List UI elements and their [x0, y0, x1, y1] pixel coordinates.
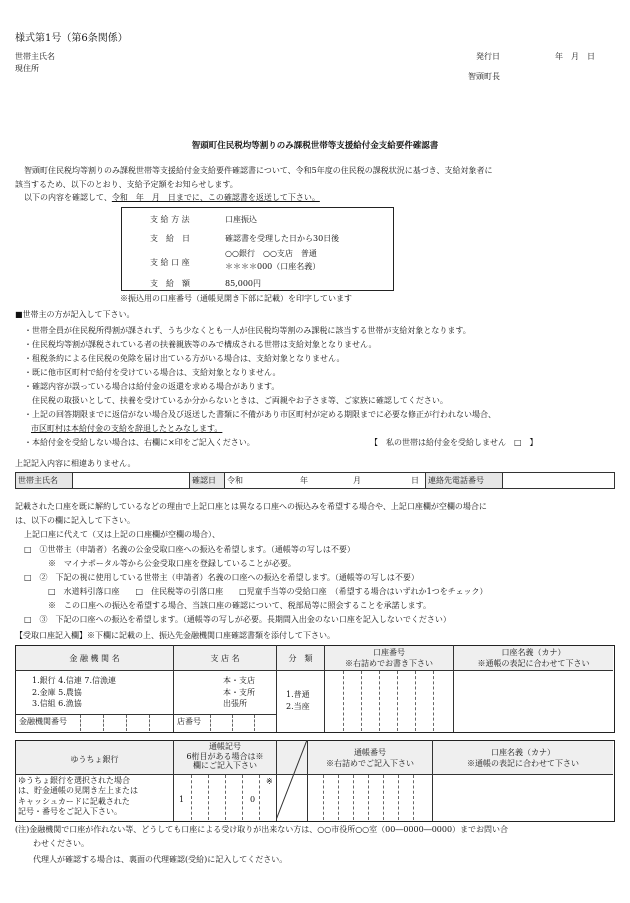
bank-code-label: 金融機関番号: [19, 717, 67, 726]
transfer-intro2: は、以下の欄に記入して下さい。: [15, 516, 135, 525]
year-label: 年: [300, 475, 308, 485]
sixth-digit-mark: ※: [266, 777, 273, 786]
note-item: ・世帯全員が住民税所得割が課されず、うち少なくとも一人が住民税均等割のみ課税に該当する世帯が支給対象となります。: [24, 326, 471, 335]
head-name-label: 世帯主氏名: [16, 473, 73, 489]
summary-account-masked: ＊＊＊＊000（口座名義）: [225, 262, 321, 271]
summary-date-value: 確認書を受理した日から30日後: [225, 234, 340, 243]
intro-line3: [24, 193, 320, 203]
notes-heading: ■世帯主の方が記入して下さい。: [15, 310, 135, 319]
phone-label: 連絡先電話番号: [426, 473, 503, 489]
account-type-options[interactable]: 1.普通 2.当座: [286, 690, 310, 711]
transfer-option2-choices[interactable]: □ 水道料引落口座 □ 住民税等の引落口座 □児童手当等の受給口座 （希望する場合はいずれか1つをチェック）: [48, 587, 488, 596]
transfer-option3[interactable]: □ ③ 下記の口座への振込を希望します。（通帳等の写しが必要。長期間入出金のない口座を記入しないでください）: [24, 615, 451, 624]
yucho-holder-field[interactable]: [433, 775, 613, 820]
col-account-holder-sub: ※通帳の表記に合わせて下さい: [477, 659, 590, 668]
diagonal-slash: [276, 740, 307, 820]
note-item: ・上記の回答期限までに返信がない場合及び返送した書類に不備があり市区町村が定める期限までに必要な修正が行われない場合、: [24, 410, 496, 419]
bank-code-field[interactable]: [80, 715, 172, 731]
intro-deadline: 令和 年 月 日までに、この確認書を返送して下さい。: [111, 193, 320, 202]
transfer-intro3: 上記口座に代えて（又は上記の口座欄が空欄の場合）、: [24, 530, 220, 539]
col-yucho: ゆうちょ銀行: [70, 755, 119, 764]
summary-method-label: 支 給 方 法: [150, 215, 190, 224]
phone-field[interactable]: [503, 473, 615, 489]
note-item: ・既に他市区町村で給付を受けている場合は、支給対象となりません。: [24, 368, 281, 377]
intro-line3-prefix: 以下の内容を確認して、: [24, 193, 112, 202]
col-passbook-number: 通帳番号: [354, 748, 386, 757]
note-item: 住民税の取扱いとして、扶養を受けているか分からないときは、ご両親やお子さま等、ご家族に確認してください。: [24, 396, 448, 405]
issue-date-label: 発行日: [476, 52, 500, 61]
intro-line2: 該当するため、以下のとおり、支給予定額をお知らせします。: [15, 180, 238, 189]
summary-note: ※振込用の口座番号（通帳見開き下部に記載）を印字しています: [120, 294, 352, 303]
col-account-number-sub: ※右詰めでお書き下さい: [345, 659, 433, 668]
col-branch-name: 支 店 名: [210, 654, 240, 663]
transfer-option1[interactable]: □ ①世帯主（申請者）名義の公金受取口座への振込を希望します。（通帳等の写しは不要）: [24, 545, 355, 554]
yucho-description: ゆうちょ銀行を選択された場合 は、貯金通帳の見開き左上または キャッシュカードに記載された 記号・番号をご記入下さい。: [18, 776, 138, 817]
summary-amount-label: 支 給 額: [150, 279, 190, 288]
day-label: 日: [411, 475, 419, 485]
confirm-date-field[interactable]: [225, 473, 426, 489]
head-name-field[interactable]: [73, 473, 190, 489]
month-label: 月: [353, 475, 361, 485]
summary-amount-value: 85,000円: [225, 279, 261, 288]
branch-code-label: 店番号: [177, 717, 201, 726]
bank-type-options[interactable]: 1.銀行 4.信連 7.信漁連 2.金庫 5.農協 3.信組 6.漁協: [32, 676, 116, 709]
col-passbook-code: 通帳記号 6桁目がある場合は※ 欄にご記入下さい: [186, 742, 264, 771]
footer-note3: 代理人が確認する場合は、裏面の代理確認(受給)に記入してください。: [33, 855, 288, 864]
note-item: ・租税条約による住民税の免除を届け出ている方がいる場合は、支給対象となりません。: [24, 354, 345, 363]
transfer-option2-note: ※ この口座への振込を希望する場合、当該口座の確認について、税部局等に照会することを承諾します。: [48, 601, 432, 610]
passbook-number-field[interactable]: [308, 775, 432, 820]
passbook-code-field[interactable]: [174, 775, 276, 820]
summary-account-value: ○○銀行 ○○支店 普通: [225, 249, 317, 258]
branch-type-options[interactable]: 本・支店 本・支所 出張所: [223, 676, 255, 709]
col-account-holder: 口座名義（カナ）: [501, 648, 566, 657]
footer-note1: (注)金融機関で口座が作れない等、どうしても口座による受け取りが出来ない方は、○○市役所○○室（00―0000―0000）までお問い合: [15, 825, 509, 834]
note-item: 市区町村は本給付金の支給を辞退したとみなします。: [31, 424, 223, 433]
note-item: ・確認内容が誤っている場合は給付金の返還を求める場合があります。: [24, 382, 280, 391]
issue-date-blank: 年 月 日: [555, 52, 595, 61]
summary-account-label: 支 給 口 座: [150, 258, 190, 267]
col-bank-name: 金 融 機 関 名: [69, 654, 120, 663]
form-number: 様式第1号（第6条関係）: [15, 33, 128, 44]
col-passbook-number-sub: ※右詰めでご記入下さい: [326, 759, 414, 768]
transfer-option1-note: ※ マイナポータル等から公金受取口座を登録していることが必要。: [48, 559, 296, 568]
col-yucho-holder-sub: ※通帳の表記に合わせて下さい: [467, 759, 579, 768]
col-yucho-holder: 口座名義（カナ）: [491, 748, 555, 757]
note-item: ・住民税均等割が課税されている者の扶養親族等のみで構成される世帯は支給対象となりません。: [24, 340, 377, 349]
bank-form-caption: 【受取口座記入欄】※下欄に記載の上、振込先金融機関口座確認書類を添付して下さい。: [15, 631, 335, 640]
branch-code-field[interactable]: [210, 715, 276, 731]
footer-note2: わせください。: [33, 839, 89, 848]
household-head-label: 世帯主氏名: [15, 52, 55, 61]
document-title: 智頭町住民税均等割りのみ課税世帯等支援給付金支給要件確認書: [191, 141, 439, 151]
passbook-code-end-digit: 0: [250, 795, 256, 804]
address-label: 現住所: [15, 64, 39, 73]
passbook-code-start-digit: 1: [179, 795, 185, 804]
confirm-statement: 上記記入内容に相違ありません。: [15, 459, 136, 468]
col-type: 分 類: [288, 654, 313, 663]
account-number-field[interactable]: [325, 671, 453, 731]
note-item: ・本給付金を受給しない場合は、右欄に×印をご記入ください。: [24, 438, 255, 447]
era-label: 令和: [227, 475, 243, 485]
summary-method-value: 口座振込: [225, 215, 257, 224]
confirm-date-label: 確認日: [190, 473, 225, 489]
intro-line1: 智頭町住民税均等割りのみ課税世帯等支援給付金支給要件確認書について、令和5年度の住民税の課税状況に基づき、支給対象者に: [24, 166, 493, 175]
transfer-intro1: 記載された口座を既に解約しているなどの理由で上記口座とは異なる口座への振込みを希望する場合や、上記口座欄が空欄の場合に: [15, 502, 487, 511]
confirm-table: [15, 472, 615, 489]
decline-checkbox-text[interactable]: 【 私の世帯は給付金を受給しません □ 】: [370, 438, 538, 447]
issuer: 智頭町長: [468, 72, 500, 81]
summary-date-label: 支 給 日: [150, 234, 190, 243]
col-account-number: 口座番号: [373, 648, 405, 657]
account-holder-field[interactable]: [454, 671, 613, 731]
transfer-option2[interactable]: □ ② 下記の視に使用している世帯主（申請者）名義の口座への振込を希望します。（通帳等の写しは不要）: [24, 573, 419, 582]
